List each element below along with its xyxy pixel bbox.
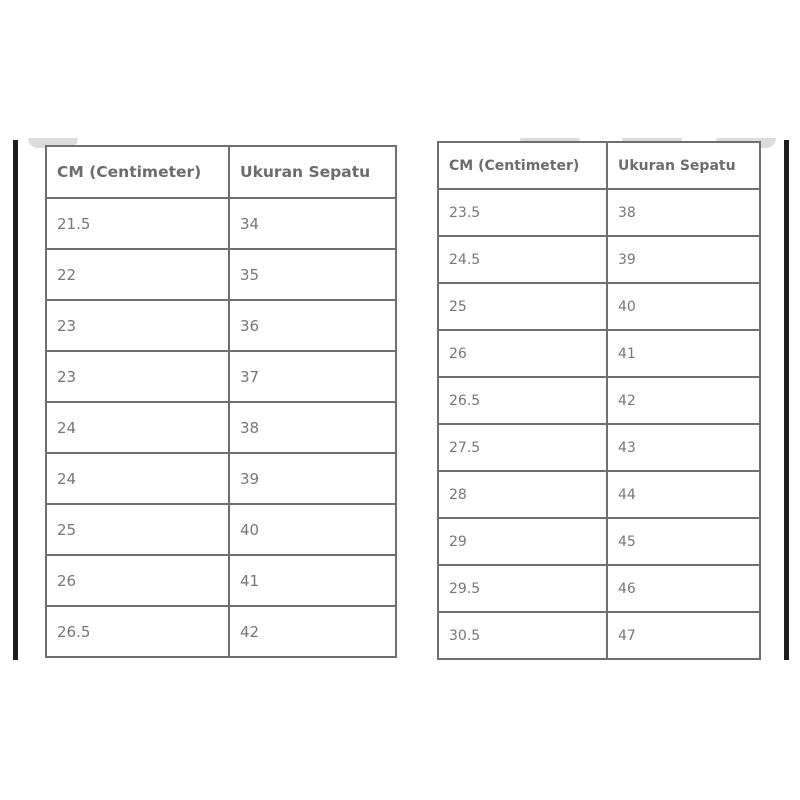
- cell-size: 44: [607, 471, 760, 518]
- cell-cm: 21.5: [46, 198, 229, 249]
- table-row: [46, 504, 396, 555]
- cell-size: 39: [607, 236, 760, 283]
- cell-size: 37: [229, 351, 396, 402]
- table-row: [46, 198, 396, 249]
- cell-cm: 23: [46, 300, 229, 351]
- table-row: [438, 424, 760, 471]
- cell-size: 45: [607, 518, 760, 565]
- cell-cm: 23: [46, 351, 229, 402]
- cell-size: 41: [229, 555, 396, 606]
- cell-size: 43: [607, 424, 760, 471]
- header-shoe-size: Ukuran Sepatu: [229, 146, 396, 198]
- cell-cm: 28: [438, 471, 607, 518]
- shoe-size-table-left: [45, 145, 397, 658]
- right-frame-edge: [784, 140, 789, 660]
- cell-cm: 24: [46, 402, 229, 453]
- table-row: [46, 402, 396, 453]
- cell-size: 42: [607, 377, 760, 424]
- table-row: [46, 249, 396, 300]
- cell-cm: 26.5: [46, 606, 229, 657]
- table-row: [438, 236, 760, 283]
- cell-size: 36: [229, 300, 396, 351]
- table-row: [438, 189, 760, 236]
- cell-size: 39: [229, 453, 396, 504]
- cell-size: 35: [229, 249, 396, 300]
- cell-cm: 30.5: [438, 612, 607, 659]
- cell-size: 40: [229, 504, 396, 555]
- table-row: [438, 283, 760, 330]
- table-row: [46, 300, 396, 351]
- cell-cm: 26: [438, 330, 607, 377]
- table-row: [46, 453, 396, 504]
- cell-size: 34: [229, 198, 396, 249]
- cell-cm: 26.5: [438, 377, 607, 424]
- table-row: [438, 612, 760, 659]
- cell-cm: 24: [46, 453, 229, 504]
- cell-cm: 24.5: [438, 236, 607, 283]
- cell-size: 38: [607, 189, 760, 236]
- table-row: [46, 351, 396, 402]
- table-row: [46, 555, 396, 606]
- cell-cm: 25: [46, 504, 229, 555]
- header-cm: CM (Centimeter): [46, 146, 229, 198]
- cell-size: 47: [607, 612, 760, 659]
- cell-cm: 22: [46, 249, 229, 300]
- cell-cm: 27.5: [438, 424, 607, 471]
- table-header-row: [46, 146, 396, 198]
- shoe-size-table-right: [437, 141, 761, 660]
- header-cm: CM (Centimeter): [438, 142, 607, 189]
- table-row: [438, 471, 760, 518]
- cell-cm: 25: [438, 283, 607, 330]
- cell-size: 42: [229, 606, 396, 657]
- cell-cm: 29.5: [438, 565, 607, 612]
- table-row: [438, 565, 760, 612]
- left-frame-edge: [13, 140, 18, 660]
- cell-cm: 29: [438, 518, 607, 565]
- cell-size: 41: [607, 330, 760, 377]
- header-shoe-size: Ukuran Sepatu: [607, 142, 760, 189]
- cell-cm: 26: [46, 555, 229, 606]
- table-row: [438, 330, 760, 377]
- cell-cm: 23.5: [438, 189, 607, 236]
- cell-size: 38: [229, 402, 396, 453]
- cell-size: 46: [607, 565, 760, 612]
- table-row: [438, 377, 760, 424]
- table-row: [438, 518, 760, 565]
- cell-size: 40: [607, 283, 760, 330]
- table-row: [46, 606, 396, 657]
- table-header-row: [438, 142, 760, 189]
